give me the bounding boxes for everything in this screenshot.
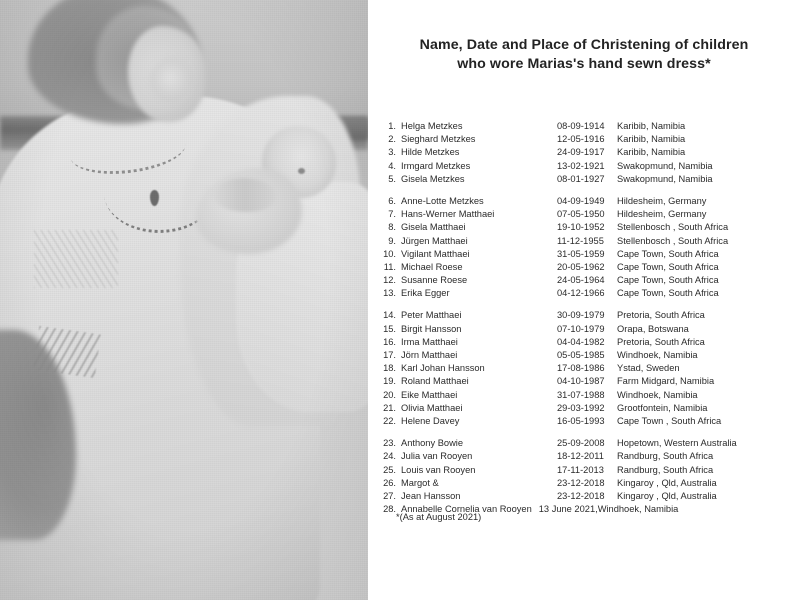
entry-place: Cape Town , South Africa [617, 415, 722, 426]
entry-name: Vigilant Matthaei [401, 248, 470, 259]
entry-date: 23-12-2018 [557, 477, 605, 488]
entry-place: Windhoek, Namibia [617, 389, 698, 400]
entry-date: 04-09-1949 [557, 195, 605, 206]
christening-row [368, 437, 800, 450]
entry-place: Orapa, Botswana [617, 323, 689, 334]
christening-row [368, 248, 800, 261]
entry-place: Karibib, Namibia [617, 121, 686, 131]
entry-date: 17-11-2013 [557, 464, 604, 475]
entry-place: Hildesheim, Germany [617, 209, 707, 220]
entry-place: Cape Town, South Africa [617, 261, 719, 272]
entry-number: 18. [383, 363, 396, 374]
christening-row [368, 274, 800, 287]
entry-number: 4. [388, 160, 396, 171]
entry-number: 23. [383, 438, 396, 449]
entry-name: Hilde Metzkes [401, 147, 460, 158]
entry-date: 07-05-1950 [557, 209, 605, 220]
christening-row [368, 160, 800, 173]
entry-name: Erika Egger [401, 288, 450, 299]
entry-place: Swakopmund, Namibia [617, 173, 713, 184]
entry-name: Eike Matthaei [401, 389, 458, 400]
entry-date: 13 June 2021, [538, 504, 598, 515]
entry-place: Randburg, South Africa [617, 451, 714, 462]
entry-number: 12. [383, 275, 396, 286]
entry-name: Helga Metzkes [401, 121, 463, 131]
christening-row [368, 389, 800, 402]
entry-date: 24-05-1964 [557, 275, 605, 286]
entry-place: Karibib, Namibia [617, 147, 686, 158]
entry-name: Susanne Roese [401, 275, 468, 286]
entry-name: Irma Matthaei [401, 336, 458, 347]
entry-date: 16-05-1993 [557, 415, 605, 426]
entry-name: Irmgard Metzkes [401, 160, 471, 171]
entry-number: 24. [383, 451, 396, 462]
footnote: *(As at August 2021) [396, 512, 482, 522]
entry-place: Windhoek, Namibia [617, 350, 698, 360]
entry-place: Ystad, Sweden [617, 363, 680, 374]
page-title-line-2: who wore Marias's hand sewn dress* [457, 56, 711, 72]
entry-date: 31-07-1988 [557, 389, 605, 400]
entry-name: Peter Matthaei [401, 310, 462, 321]
entry-number: 25. [383, 464, 396, 475]
entry-date: 13-02-1921 [557, 160, 605, 171]
christening-row [368, 287, 800, 300]
entry-place: Farm Midgard, Namibia [617, 376, 715, 387]
entry-place: Cape Town, South Africa [617, 248, 719, 259]
christening-row [368, 120, 800, 133]
christening-group [368, 437, 800, 516]
christening-row [368, 173, 800, 186]
entry-name: Jörn Matthaei [401, 350, 458, 360]
entry-number: 20. [383, 389, 396, 400]
entry-number: 2. [388, 134, 396, 145]
entry-number: 7. [388, 209, 396, 220]
christening-row [368, 402, 800, 415]
christening-row [368, 490, 800, 503]
entry-date: 08-01-1927 [557, 173, 605, 184]
christening-row [368, 362, 800, 375]
entry-place: Cape Town, South Africa [617, 288, 719, 299]
christening-list [368, 120, 800, 525]
photo-scene [0, 0, 368, 600]
entry-date: 23-12-2018 [557, 490, 605, 501]
entry-number: 3. [388, 147, 396, 158]
photo-grayscale-overlay [0, 0, 368, 600]
entry-place: Kingaroy , Qld, Australia [617, 477, 717, 488]
christening-row [368, 477, 800, 490]
entry-place: Cape Town, South Africa [617, 275, 719, 286]
entry-number: 8. [388, 222, 396, 233]
christening-row [368, 208, 800, 221]
entry-place: Stellenbosch , South Africa [617, 235, 729, 246]
entry-place: Karibib, Namibia [617, 134, 686, 145]
entry-name: Gisela Matthaei [401, 222, 466, 233]
entry-name: Sieghard Metzkes [401, 134, 476, 145]
entry-date: 04-12-1966 [557, 288, 605, 299]
entry-date: 29-03-1992 [557, 402, 605, 413]
entry-number: 17. [383, 350, 396, 360]
entry-date: 07-10-1979 [557, 323, 605, 334]
entry-date: 04-04-1982 [557, 336, 605, 347]
christening-list-panel [368, 0, 800, 600]
page-title-line-1: Name, Date and Place of Christening of children [419, 37, 749, 53]
entry-place: Swakopmund, Namibia [617, 160, 713, 171]
entry-date: 05-05-1985 [557, 350, 605, 360]
entry-name: Roland Matthaei [401, 376, 469, 387]
christening-group [368, 120, 800, 186]
entry-name: Anthony Bowie [401, 438, 464, 449]
christening-row [368, 415, 800, 428]
entry-date: 18-12-2011 [557, 451, 604, 462]
entry-number: 13. [383, 288, 396, 299]
christening-photograph [0, 0, 368, 600]
entry-number: 9. [388, 235, 396, 246]
christening-row [368, 221, 800, 234]
entry-date: 08-09-1914 [557, 121, 605, 131]
entry-name: Helene Davey [401, 415, 460, 426]
entry-number: 21. [383, 402, 396, 413]
entry-place: Grootfontein, Namibia [617, 402, 708, 413]
entry-place: Pretoria, South Africa [617, 336, 705, 347]
entry-name: Anne-Lotte Metzkes [401, 195, 484, 206]
entry-number: 5. [388, 173, 396, 184]
entry-place: Randburg, South Africa [617, 464, 714, 475]
christening-row [368, 146, 800, 159]
christening-row [368, 336, 800, 349]
christening-row [368, 309, 800, 322]
christening-row [368, 261, 800, 274]
entry-date: 17-08-1986 [557, 363, 605, 374]
entry-date: 20-05-1962 [557, 261, 605, 272]
entry-date: 11-12-1955 [557, 235, 604, 246]
christening-row [368, 349, 800, 362]
christening-row [368, 464, 800, 477]
christening-row [368, 450, 800, 463]
christening-group [368, 309, 800, 428]
entry-name: Jean Hansson [401, 490, 461, 501]
entry-date: 19-10-1952 [557, 222, 605, 233]
entry-number: 6. [388, 195, 396, 206]
entry-place: Kingaroy , Qld, Australia [617, 490, 717, 501]
entry-number: 14. [383, 310, 396, 321]
entry-date: 04-10-1987 [557, 376, 605, 387]
christening-group [368, 195, 800, 301]
entry-date: 12-05-1916 [557, 134, 605, 145]
entry-name: Hans-Werner Matthaei [401, 209, 495, 220]
page-title [376, 36, 792, 74]
entry-number: 11. [383, 261, 396, 272]
entry-name: Birgit Hansson [401, 323, 462, 334]
entry-number: 27. [383, 490, 396, 501]
entry-place: Hopetown, Western Australia [617, 438, 737, 449]
entry-name: Annabelle Cornelia van Rooyen [401, 504, 532, 515]
christening-row [368, 235, 800, 248]
christening-row [368, 195, 800, 208]
entry-name: Margot & [401, 477, 439, 488]
entry-name: Michael Roese [401, 261, 463, 272]
entry-number: 19. [383, 376, 396, 387]
christening-row [368, 323, 800, 336]
entry-name: Olivia Matthaei [401, 402, 463, 413]
entry-place: Windhoek, Namibia [597, 504, 679, 515]
entry-name: Julia van Rooyen [401, 451, 473, 462]
entry-number: 1. [388, 121, 396, 131]
entry-number: 28. [383, 504, 396, 515]
entry-number: 16. [383, 336, 396, 347]
christening-row [368, 375, 800, 388]
entry-number: 26. [383, 477, 396, 488]
entry-date: 24-09-1917 [557, 147, 605, 158]
entry-number: 15. [383, 323, 396, 334]
christening-row [368, 133, 800, 146]
entry-name: Louis van Rooyen [401, 464, 476, 475]
entry-name: Gisela Metzkes [401, 173, 465, 184]
entry-name: Karl Johan Hansson [401, 363, 485, 374]
entry-date: 25-09-2008 [557, 438, 605, 449]
entry-number: 22. [383, 415, 396, 426]
entry-place: Hildesheim, Germany [617, 195, 707, 206]
entry-date: 31-05-1959 [557, 248, 605, 259]
entry-place: Stellenbosch , South Africa [617, 222, 729, 233]
entry-number: 10. [383, 248, 396, 259]
entry-date: 30-09-1979 [557, 310, 605, 321]
entry-place: Pretoria, South Africa [617, 310, 705, 321]
entry-name: Jürgen Matthaei [401, 235, 468, 246]
